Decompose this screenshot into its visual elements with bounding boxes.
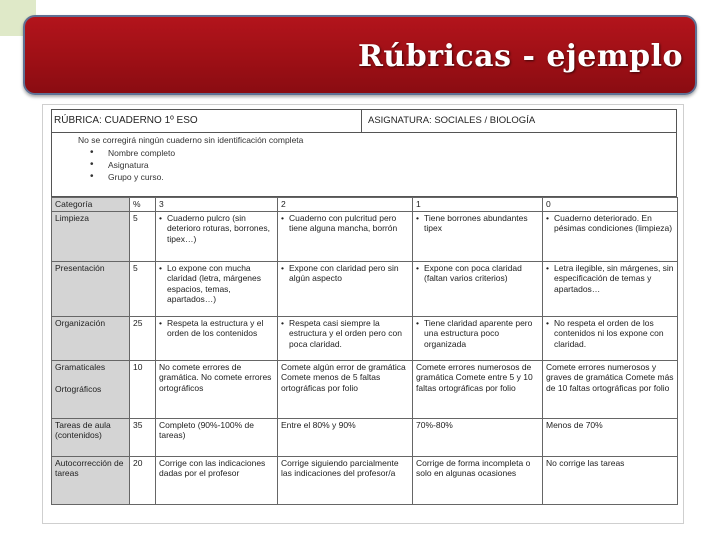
category-label: Gramaticales xyxy=(55,361,106,372)
category-label: Organización xyxy=(55,317,106,328)
percentage-cell: 35 xyxy=(130,418,156,456)
descriptor-text: • Cuaderno pulcro (sin deterioro roturas, borrones, tipex…) xyxy=(159,213,274,245)
score-0-cell xyxy=(543,360,678,418)
category-cell xyxy=(52,360,130,418)
table-row xyxy=(52,261,678,316)
list-item: • Grupo y curso. xyxy=(90,171,175,183)
category-cell xyxy=(52,456,130,504)
percentage-cell: 5 xyxy=(130,261,156,316)
descriptor-text: No corrige las tareas xyxy=(546,457,625,468)
score-3-cell xyxy=(156,456,278,504)
score-0-cell xyxy=(543,418,678,456)
descriptor-text: • Expone con claridad pero sin algún aspecto xyxy=(281,263,409,284)
descriptor-text: Comete errores numerosos y graves de gramática Comete más de 10 faltas ortográficas por folio xyxy=(546,361,674,393)
slide-title: Rúbricas - ejemplo xyxy=(357,39,683,74)
descriptor-text: Menos de 70% xyxy=(546,419,603,430)
column-header: Categoría xyxy=(52,198,130,212)
percentage-cell: 25 xyxy=(130,316,156,360)
descriptor-text: Corrige de forma incompleta o solo en algunas ocasiones xyxy=(416,457,531,478)
score-1-cell xyxy=(413,211,543,261)
category-label: Limpieza xyxy=(55,212,90,223)
column-header: 2 xyxy=(278,198,413,212)
category-cell xyxy=(52,418,130,456)
score-2-cell xyxy=(278,316,413,360)
descriptor-text: Comete algún error de gramática Comete menos de 5 faltas ortográficas por folio xyxy=(281,361,406,393)
identification-note xyxy=(51,133,677,197)
list-item: • Asignatura xyxy=(90,159,175,171)
table-header-row xyxy=(52,198,678,212)
document-header xyxy=(51,109,677,133)
descriptor-text: • Letra ilegible, sin márgenes, sin especificación de temas y apartados… xyxy=(546,263,674,295)
table-row xyxy=(52,211,678,261)
percentage-cell: 10 xyxy=(130,360,156,418)
descriptor-text: Entre el 80% y 90% xyxy=(281,419,356,430)
table-row xyxy=(52,418,678,456)
table-row xyxy=(52,316,678,360)
category-sublabel: Ortográficos xyxy=(55,384,102,394)
rubric-table xyxy=(51,197,678,505)
score-2-cell xyxy=(278,360,413,418)
column-header: 0 xyxy=(543,198,678,212)
score-1-cell xyxy=(413,456,543,504)
score-1-cell xyxy=(413,316,543,360)
descriptor-text: Comete errores numerosos de gramática Comete entre 5 y 10 faltas ortográficas por folio xyxy=(416,361,533,393)
score-0-cell xyxy=(543,316,678,360)
descriptor-text: • Respeta la estructura y el orden de los contenidos xyxy=(159,318,274,339)
score-0-cell xyxy=(543,456,678,504)
descriptor-text: • Tiene borrones abundantes tipex xyxy=(416,213,539,234)
descriptor-text: • Cuaderno deteriorado. En pésimas condiciones (limpieza) xyxy=(546,213,674,234)
intro-text: No se corregirá ningún cuaderno sin identificación completa xyxy=(78,135,304,145)
header-rubric-title: RÚBRICA: CUADERNO 1º ESO xyxy=(52,110,362,132)
score-3-cell xyxy=(156,316,278,360)
category-cell xyxy=(52,211,130,261)
score-3-cell xyxy=(156,360,278,418)
category-label: Tareas de aula (contenidos) xyxy=(55,419,111,440)
list-item: • Nombre completo xyxy=(90,147,175,159)
header-subject: ASIGNATURA: SOCIALES / BIOLOGÍA xyxy=(368,115,536,126)
descriptor-text: • Expone con poca claridad (faltan varios criterios) xyxy=(416,263,539,284)
score-1-cell xyxy=(413,418,543,456)
descriptor-text: • Lo expone con mucha claridad (letra, márgenes espacios, temas, apartados…) xyxy=(159,263,274,305)
descriptor-text: • Cuaderno con pulcritud pero tiene alguna mancha, borrón xyxy=(281,213,409,234)
score-2-cell xyxy=(278,418,413,456)
descriptor-text: • Respeta casi siempre la estructura y el orden pero con poca claridad. xyxy=(281,318,409,350)
score-0-cell xyxy=(543,261,678,316)
descriptor-text: Corrige siguiendo parcialmente las indicaciones del profesor/a xyxy=(281,457,399,478)
descriptor-text: • Tiene claridad aparente pero una estructura poco organizada xyxy=(416,318,539,350)
score-1-cell xyxy=(413,261,543,316)
column-header: 3 xyxy=(156,198,278,212)
score-0-cell xyxy=(543,211,678,261)
category-cell xyxy=(52,316,130,360)
score-3-cell xyxy=(156,418,278,456)
title-banner xyxy=(23,15,697,95)
score-2-cell xyxy=(278,261,413,316)
rubric-document xyxy=(51,109,677,519)
column-header: % xyxy=(130,198,156,212)
percentage-cell: 20 xyxy=(130,456,156,504)
percentage-cell: 5 xyxy=(130,211,156,261)
score-2-cell xyxy=(278,211,413,261)
descriptor-text: Corrige con las indicaciones dadas por el profesor xyxy=(159,457,266,478)
descriptor-text: • No respeta el orden de los contenidos ni los expone con claridad. xyxy=(546,318,674,350)
score-3-cell xyxy=(156,211,278,261)
column-header: 1 xyxy=(413,198,543,212)
descriptor-text: No comete errores de gramática. No comete errores ortográficos xyxy=(159,361,272,393)
category-cell xyxy=(52,261,130,316)
identification-list xyxy=(90,147,175,183)
category-label: Autocorrección de tareas xyxy=(55,457,124,478)
score-1-cell xyxy=(413,360,543,418)
descriptor-text: 70%-80% xyxy=(416,419,453,430)
category-label: Presentación xyxy=(55,262,105,273)
descriptor-text: Completo (90%-100% de tareas) xyxy=(159,419,254,440)
table-row xyxy=(52,456,678,504)
table-row xyxy=(52,360,678,418)
score-3-cell xyxy=(156,261,278,316)
rubric-document-image xyxy=(42,104,684,524)
score-2-cell xyxy=(278,456,413,504)
